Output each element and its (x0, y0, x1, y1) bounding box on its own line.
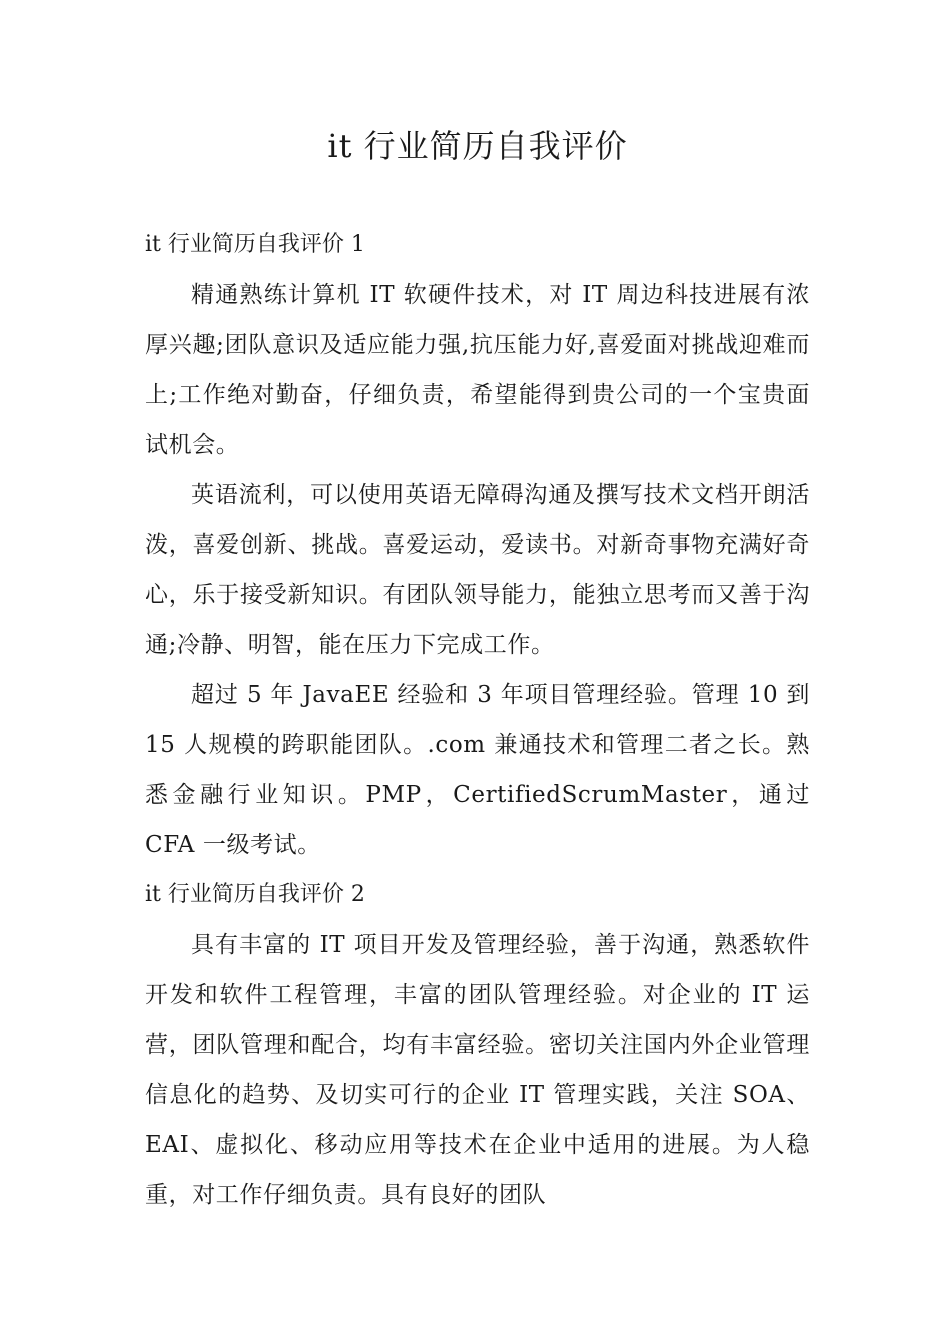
section-heading: it 行业简历自我评价 2 (145, 882, 365, 907)
section-heading: it 行业简历自我评价 1 (145, 232, 365, 257)
paragraph: 超过 5 年 JavaEE 经验和 3 年项目管理经验。管理 10 到 15 人规模的跨职能团队。.com 兼通技术和管理二者之长。熟悉金融行业知识。PMP，CertifiedScrumMaster，通过 CFA 一级考试。 (145, 682, 810, 858)
paragraph: 具有丰富的 IT 项目开发及管理经验，善于沟通，熟悉软件开发和软件工程管理，丰富的团队管理经验。对企业的 IT 运营，团队管理和配合，均有丰富经验。密切关注国内外企业管理信息化的趋势、及切实可行的企业 IT 管理实践，关注 SOA、EAI、虚拟化、移动应用等技术在企业中适用的进展。为人稳重，对工作仔细负责。具有良好的团队 (145, 932, 810, 1208)
paragraph: 英语流利，可以使用英语无障碍沟通及撰写技术文档开朗活泼，喜爱创新、挑战。喜爱运动，爱读书。对新奇事物充满好奇心，乐于接受新知识。有团队领导能力，能独立思考而又善于沟通;冷静、明智，能在压力下完成工作。 (145, 482, 810, 658)
document-title: it 行业简历自我评价 (327, 127, 628, 165)
section-2 (145, 870, 810, 1220)
paragraph: 精通熟练计算机 IT 软硬件技术，对 IT 周边科技进展有浓厚兴趣;团队意识及适应能力强,抗压能力好,喜爱面对挑战迎难而上;工作绝对勤奋，仔细负责，希望能得到贵公司的一个宝贵面试机会。 (145, 282, 810, 458)
section-1 (145, 220, 810, 870)
